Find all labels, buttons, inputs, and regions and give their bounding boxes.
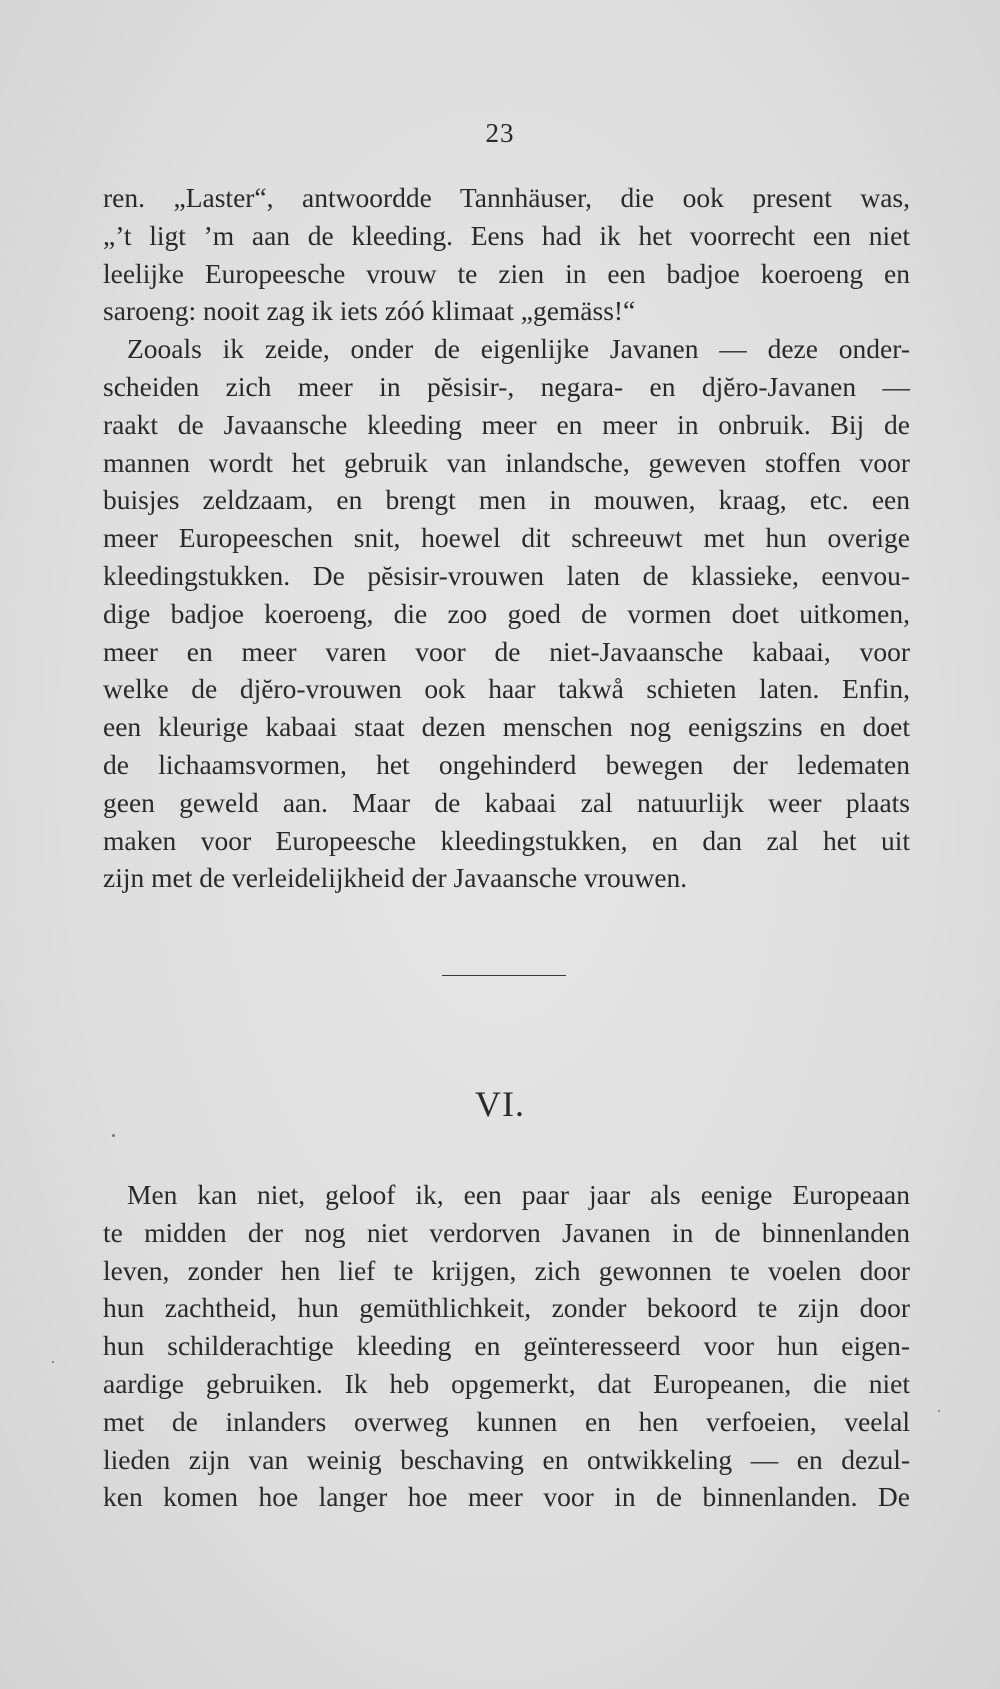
text-line: mannen wordt het gebruik van inlandsche, geweven stoffen voor bbox=[103, 446, 910, 478]
text-line: „’t ligt ’m aan de kleeding. Eens had ik het voorrecht een niet bbox=[103, 219, 910, 251]
text-line: zijn met de verleidelijkheid der Javaansche vrouwen. bbox=[103, 862, 688, 894]
text-line: leven, zonder hen lief te krijgen, zich gewonnen te voelen door bbox=[103, 1254, 910, 1286]
text-line: leelijke Europeesche vrouw te zien in een badjoe koeroeng en bbox=[103, 257, 910, 289]
section-divider bbox=[442, 975, 566, 976]
text-line: saroeng: nooit zag ik iets zóó klimaat „gemäss!“ bbox=[103, 295, 636, 327]
chapter-heading: VI. bbox=[475, 1084, 525, 1124]
text-line: een kleurige kabaai staat dezen menschen nog eenigszins en doet bbox=[103, 711, 910, 743]
text-line: kleedingstukken. De pĕsisir-vrouwen laten de klassieke, eenvou- bbox=[103, 559, 910, 591]
text-line: met de inlanders overweg kunnen en hen verfoeien, veelal bbox=[103, 1405, 910, 1437]
text-line: aardige gebruiken. Ik heb opgemerkt, dat Europeanen, die niet bbox=[103, 1367, 910, 1399]
text-line: meer Europeeschen snit, hoewel dit schreeuwt met hun overige bbox=[103, 522, 910, 554]
text-line: meer en meer varen voor de niet-Javaansche kabaai, voor bbox=[103, 635, 910, 667]
text-line: hun schilderachtige kleeding en geïnteresseerd voor hun eigen- bbox=[103, 1330, 910, 1362]
page-number: 23 bbox=[485, 118, 515, 148]
text-line: welke de djĕro-vrouwen ook haar takwå schieten laten. Enfin, bbox=[103, 673, 910, 705]
text-line: de lichaamsvormen, het ongehinderd bewegen der ledematen bbox=[103, 748, 910, 780]
text-line: geen geweld aan. Maar de kabaai zal natuurlijk weer plaats bbox=[103, 786, 910, 818]
paper-speck bbox=[938, 1410, 940, 1412]
text-line: maken voor Europeesche kleedingstukken, en dan zal het uit bbox=[103, 824, 910, 856]
text-line: ren. „Laster“, antwoordde Tannhäuser, die ook present was, bbox=[103, 182, 910, 213]
paragraph-1 bbox=[103, 179, 910, 897]
text-line: Zooals ik zeide, onder de eigenlijke Javanen — deze onder- bbox=[127, 333, 910, 365]
text-line: dige badjoe koeroeng, die zoo goed de vormen doet uitkomen, bbox=[103, 597, 910, 629]
text-line: ken komen hoe langer hoe meer voor in de binnenlanden. De bbox=[103, 1481, 910, 1513]
paragraph-2 bbox=[103, 1176, 910, 1516]
text-line: lieden zijn van weinig beschaving en ontwikkeling — en dezul- bbox=[103, 1443, 910, 1475]
text-line: hun zachtheid, hun gemüthlichkeit, zonder bekoord te zijn door bbox=[103, 1292, 910, 1324]
text-line: raakt de Javaansche kleeding meer en meer in onbruik. Bij de bbox=[103, 408, 910, 440]
text-line: Men kan niet, geloof ik, een paar jaar als eenige Europeaan bbox=[127, 1179, 910, 1210]
text-line: te midden der nog niet verdorven Javanen in de binnenlanden bbox=[103, 1216, 910, 1248]
text-line: scheiden zich meer in pĕsisir-, negara- en djĕro-Javanen — bbox=[103, 370, 910, 402]
text-line: buisjes zeldzaam, en brengt men in mouwen, kraag, etc. een bbox=[103, 484, 910, 516]
paper-speck bbox=[112, 1134, 115, 1137]
paper-speck bbox=[52, 1361, 54, 1363]
